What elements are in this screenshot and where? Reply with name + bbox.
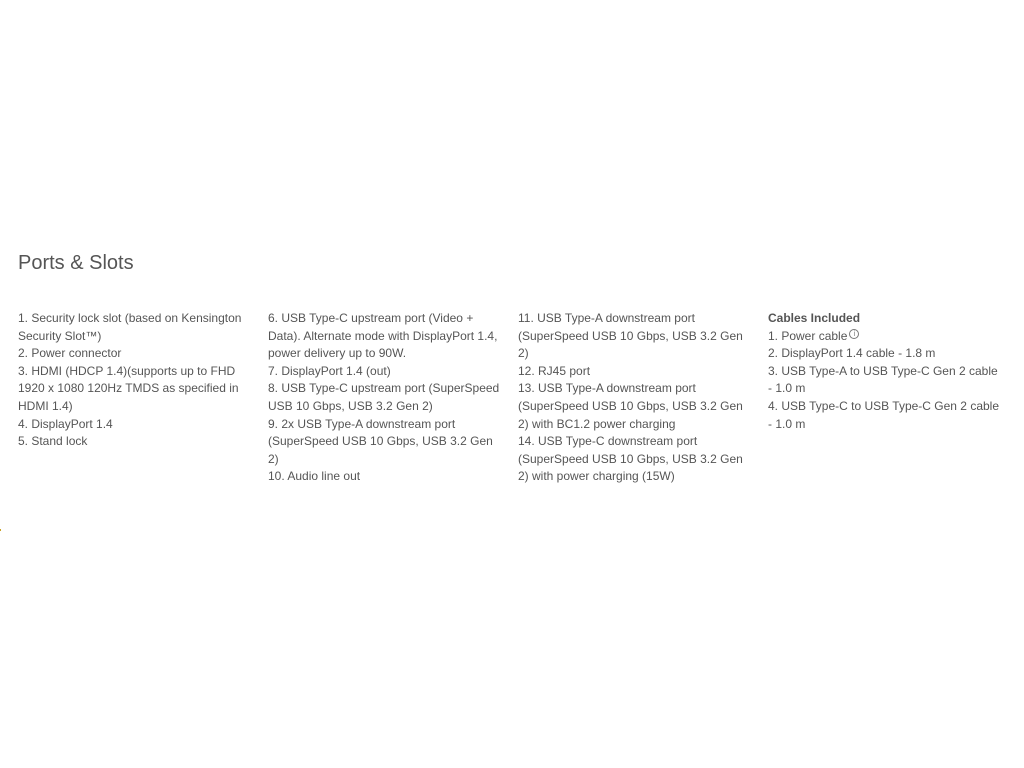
list-item: 3. HDMI (HDCP 1.4)(supports up to FHD 1920 x 1080 120Hz TMDS as specified in HDMI 1.4) — [18, 363, 239, 413]
ports-column-1 — [18, 310, 250, 451]
section-title: Ports & Slots — [18, 252, 134, 274]
edge-artifact — [0, 529, 1, 531]
ports-column-2 — [268, 310, 500, 486]
ports-column-3 — [518, 310, 750, 486]
info-circle-icon[interactable]: i — [849, 329, 859, 339]
list-item: 11. USB Type-A downstream port (SuperSpeed USB 10 Gbps, USB 3.2 Gen 2) — [518, 311, 743, 361]
list-item: 8. USB Type-C upstream port (SuperSpeed USB 10 Gbps, USB 3.2 Gen 2) — [268, 381, 500, 413]
list-item: 13. USB Type-A downstream port (SuperSpeed USB 10 Gbps, USB 3.2 Gen 2) with BC1.2 power charging — [518, 381, 743, 431]
list-item: 9. 2x USB Type-A downstream port (SuperSpeed USB 10 Gbps, USB 3.2 Gen 2) — [268, 416, 493, 466]
cables-heading: Cables Included — [768, 311, 861, 325]
list-item: 12. RJ45 port — [518, 363, 591, 378]
list-item: 2. DisplayPort 1.4 cable - 1.8 m — [768, 346, 936, 361]
list-item: 6. USB Type-C upstream port (Video + Data). Alternate mode with DisplayPort 1.4, power delivery up to 90W. — [268, 311, 498, 361]
cable-item-power — [768, 328, 1000, 346]
list-item: 2. Power connector — [18, 346, 122, 361]
list-item: 1. Security lock slot (based on Kensington Security Slot™) — [18, 311, 242, 343]
list-item: 4. DisplayPort 1.4 — [18, 416, 113, 431]
list-item: 5. Stand lock — [18, 434, 88, 449]
list-item: 14. USB Type-C downstream port (SuperSpeed USB 10 Gbps, USB 3.2 Gen 2) with power charging (15W) — [518, 434, 743, 484]
cable-item-label: 1. Power cable — [768, 328, 848, 343]
list-item: 7. DisplayPort 1.4 (out) — [268, 363, 391, 378]
list-item: 4. USB Type-C to USB Type-C Gen 2 cable - 1.0 m — [768, 398, 999, 431]
list-item: 10. Audio line out — [268, 469, 361, 484]
cables-column — [768, 310, 1000, 433]
list-item: 3. USB Type-A to USB Type-C Gen 2 cable - 1.0 m — [768, 363, 998, 396]
